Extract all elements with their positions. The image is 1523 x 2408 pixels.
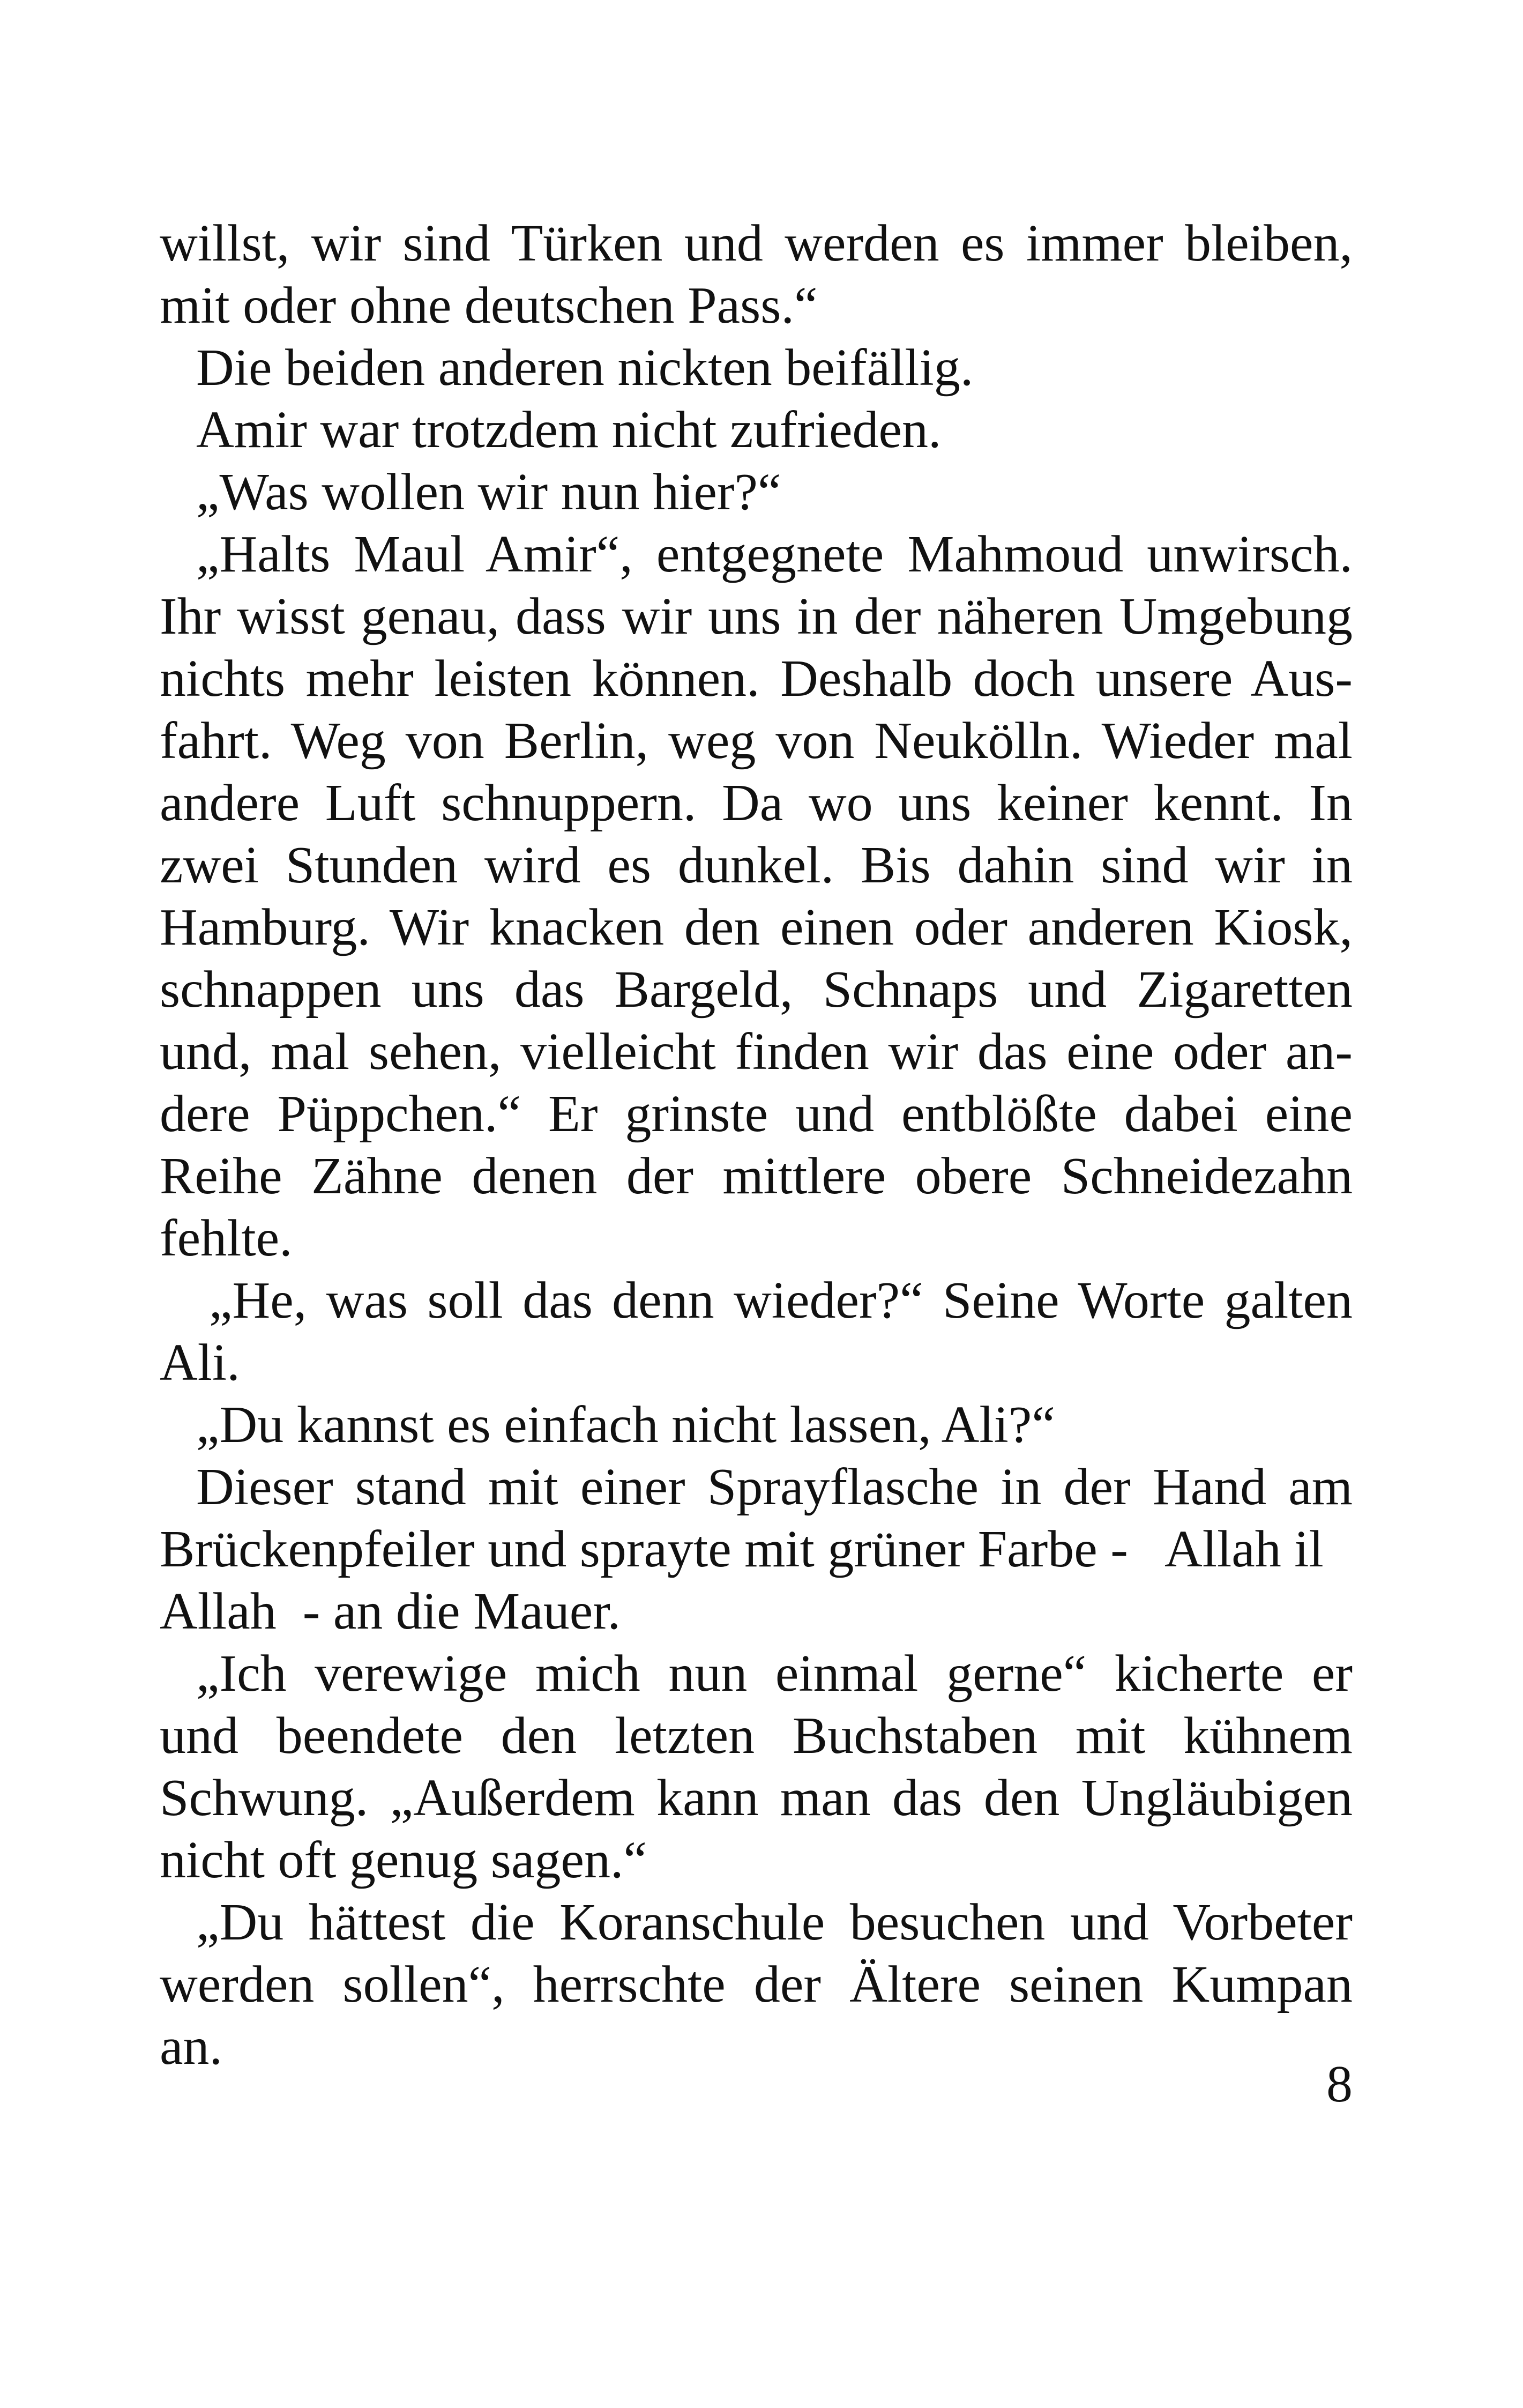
text-line: Schwung. „Außerdem kann man das den Ungläubigen [160, 1769, 1353, 1827]
text-line: „Was wollen wir nun hier?“ [196, 463, 781, 521]
text-line: nicht oft genug sagen.“ [160, 1831, 647, 1889]
text-line: „Halts Maul Amir“, entgegnete Mahmoud unwirsch. [196, 525, 1353, 583]
text-line: „Ich verewige mich nun einmal gerne“ kicherte er [196, 1645, 1353, 1703]
text-line: und beendete den letzten Buchstaben mit kühnem [160, 1707, 1353, 1765]
text-line: fehlte. [160, 1209, 293, 1267]
text-line: Allah - an die Mauer. [160, 1582, 621, 1640]
text-line: willst, wir sind Türken und werden es immer bleiben, [160, 214, 1353, 272]
text-line: mit oder ohne deutschen Pass.“ [160, 277, 818, 335]
text-line: dere Püppchen.“ Er grinste und entblößte dabei eine [160, 1085, 1353, 1143]
text-line: „Du hättest die Koranschule besuchen und Vorbeter [196, 1893, 1353, 1951]
text-line: Hamburg. Wir knacken den einen oder anderen Kiosk, [160, 898, 1353, 956]
text-line: Dieser stand mit einer Sprayflasche in der Hand am [196, 1458, 1353, 1516]
text-line: „Du kannst es einfach nicht lassen, Ali?“ [196, 1396, 1055, 1454]
text-line: fahrt. Weg von Berlin, weg von Neukölln. Wieder mal [160, 712, 1353, 770]
text-line: schnappen uns das Bargeld, Schnaps und Zigaretten [160, 961, 1353, 1019]
text-line: zwei Stunden wird es dunkel. Bis dahin sind wir in [160, 836, 1353, 894]
text-line: und, mal sehen, vielleicht finden wir das eine oder an- [160, 1023, 1353, 1081]
text-line: nichts mehr leisten können. Deshalb doch unsere Aus- [160, 650, 1353, 708]
text-line: Brückenpfeiler und sprayte mit grüner Farbe - Allah il [160, 1520, 1324, 1578]
text-line: Die beiden anderen nickten beifällig. [196, 339, 974, 397]
text-line: Reihe Zähne denen der mittlere obere Schneidezahn [160, 1147, 1353, 1205]
text-line: Ihr wisst genau, dass wir uns in der näheren Umgebung [160, 588, 1353, 645]
body-text [160, 212, 1353, 2078]
page-number: 8 [1326, 2055, 1353, 2113]
text-line: „He, was soll das denn wieder?“ Seine Worte galten [209, 1272, 1353, 1329]
text-line: Ali. [160, 1334, 240, 1392]
text-line: Amir war trotzdem nicht zufrieden. [196, 401, 942, 459]
text-line: an. [160, 2018, 222, 2076]
text-line: werden sollen“, herrschte der Ältere seinen Kumpan [160, 1956, 1353, 2013]
text-line: andere Luft schnuppern. Da wo uns keiner kennt. In [160, 774, 1353, 832]
